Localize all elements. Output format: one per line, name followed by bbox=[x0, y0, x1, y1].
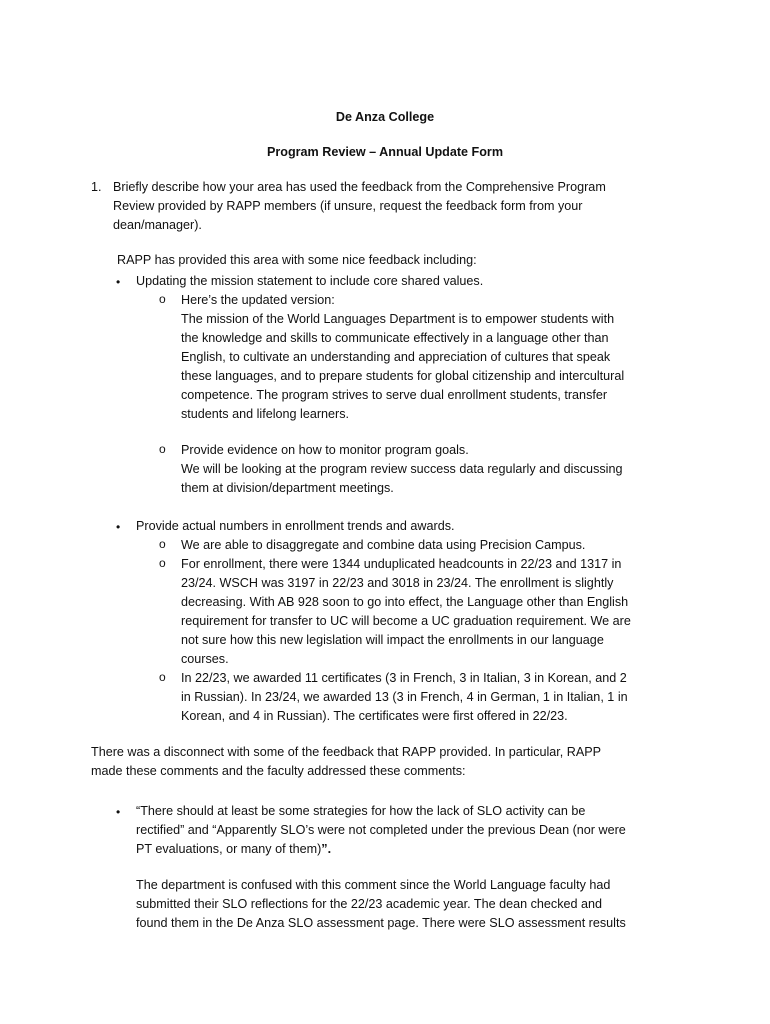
mission-line: English, to cultivate an understanding and appreciation of cultures that speak bbox=[181, 350, 611, 364]
mission-line: students and lifelong learners. bbox=[181, 407, 350, 421]
response-line: The department is confused with this comment since the World Language faculty had bbox=[136, 878, 611, 892]
bullet-marker: • bbox=[116, 520, 121, 534]
enrollment-line: not sure how this new legislation will impact the enrollments in our language bbox=[181, 633, 604, 647]
enrollment-line: 23/24. WSCH was 3197 in 22/23 and 3018 in 23/24. The enrollment is slightly bbox=[181, 576, 614, 590]
sub-bullet-line: them at division/department meetings. bbox=[181, 481, 394, 495]
enrollment-line: requirement for transfer to UC will become a UC graduation requirement. We are bbox=[181, 614, 631, 628]
sub-bullet-marker: o bbox=[159, 292, 166, 306]
response-line: submitted their SLO reflections for the 22/23 academic year. The dean checked and bbox=[136, 897, 603, 911]
certificates-line: Korean, and 4 in Russian). The certificates were first offered in 22/23. bbox=[181, 709, 568, 723]
question-line: Review provided by RAPP members (if unsure, request the feedback form from your bbox=[113, 199, 583, 213]
quote-line bbox=[136, 840, 331, 859]
enrollment-line: For enrollment, there were 1344 unduplicated headcounts in 22/23 and 1317 in bbox=[181, 557, 622, 571]
bullet-marker: • bbox=[116, 275, 121, 289]
college-title: De Anza College bbox=[335, 110, 435, 124]
enrollment-line: decreasing. With AB 928 soon to go into effect, the Language other than English bbox=[181, 595, 629, 609]
response-line: found them in the De Anza SLO assessment page. There were SLO assessment results bbox=[136, 916, 626, 930]
quote-line: rectified” and “Apparently SLO’s were not completed under the previous Dean (nor were bbox=[136, 823, 626, 837]
certificates-line: In 22/23, we awarded 11 certificates (3 in French, 3 in Italian, 3 in Korean, and 2 bbox=[181, 671, 627, 685]
quote-text: PT evaluations, or many of them) bbox=[136, 842, 322, 856]
question-line: dean/manager). bbox=[113, 218, 202, 232]
disconnect-line: made these comments and the faculty addressed these comments: bbox=[91, 764, 466, 778]
mission-line: competence. The program strives to serve dual enrollment students, transfer bbox=[181, 388, 608, 402]
sub-bullet-marker: o bbox=[159, 670, 166, 684]
certificates-line: in Russian). In 23/24, we awarded 13 (3 in French, 4 in German, 1 in Italian, 1 in bbox=[181, 690, 628, 704]
mission-line: The mission of the World Languages Department is to empower students with bbox=[181, 312, 615, 326]
bullet-text: Provide actual numbers in enrollment trends and awards. bbox=[136, 519, 455, 533]
sub-bullet-text: Here’s the updated version: bbox=[181, 293, 335, 307]
intro-paragraph: RAPP has provided this area with some nice feedback including: bbox=[117, 253, 477, 267]
form-title: Program Review – Annual Update Form bbox=[266, 145, 504, 159]
mission-line: the knowledge and skills to communicate effectively in a language other than bbox=[181, 331, 609, 345]
enrollment-line: courses. bbox=[181, 652, 229, 666]
sub-bullet-marker: o bbox=[159, 537, 166, 551]
sub-bullet-marker: o bbox=[159, 442, 166, 456]
question-number: 1. bbox=[91, 180, 102, 194]
sub-bullet-text: We are able to disaggregate and combine data using Precision Campus. bbox=[181, 538, 586, 552]
disconnect-line: There was a disconnect with some of the feedback that RAPP provided. In particular, RAPP bbox=[91, 745, 602, 759]
sub-bullet-text: Provide evidence on how to monitor program goals. bbox=[181, 443, 469, 457]
sub-bullet-line: We will be looking at the program review success data regularly and discussing bbox=[181, 462, 623, 476]
question-line: Briefly describe how your area has used the feedback from the Comprehensive Program bbox=[113, 180, 606, 194]
quote-close: ”. bbox=[321, 842, 332, 856]
bullet-marker: • bbox=[116, 805, 121, 819]
sub-bullet-marker: o bbox=[159, 556, 166, 570]
bullet-text: Updating the mission statement to include core shared values. bbox=[136, 274, 484, 288]
mission-line: these languages, and to prepare students for global citizenship and intercultural bbox=[181, 369, 625, 383]
quote-line: “There should at least be some strategies for how the lack of SLO activity can be bbox=[136, 804, 586, 818]
